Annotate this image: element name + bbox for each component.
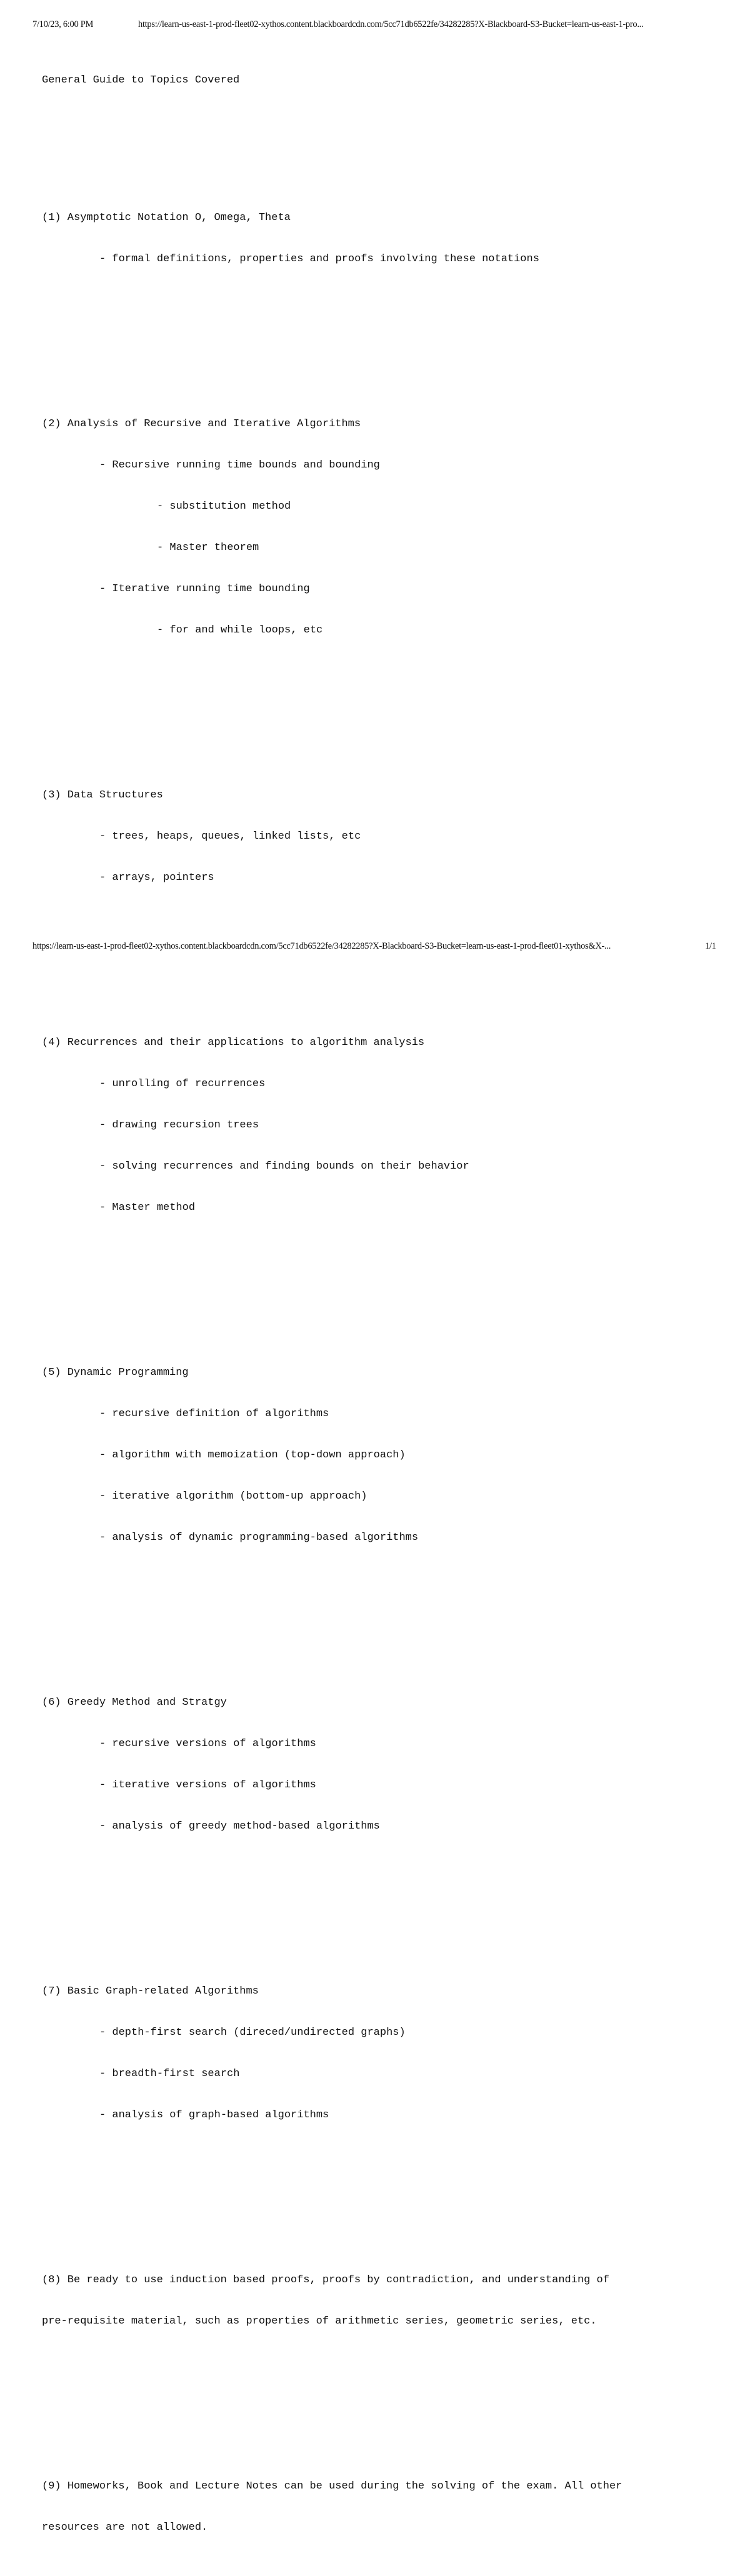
- page-number: 1/1: [705, 941, 716, 951]
- print-header-url: https://learn-us-east-1-prod-fleet02-xythos.content.blackboardcdn.com/5cc71db6522fe/34282285?X-Blackboard-S3-Bucket=learn-us-east-1-pro...: [138, 19, 644, 29]
- section-5: [42, 1339, 729, 1572]
- section-1: [42, 184, 729, 294]
- section-heading: (3) Data Structures: [42, 789, 163, 801]
- list-item: - solving recurrences and finding bounds on their behavior: [99, 1161, 469, 1172]
- section-heading: (5) Dynamic Programming: [42, 1367, 189, 1379]
- list-item: - iterative algorithm (bottom-up approach): [99, 1490, 368, 1502]
- section-3: [42, 761, 729, 912]
- note-line: resources are not allowed.: [42, 2522, 208, 2534]
- document-title: General Guide to Topics Covered: [42, 74, 240, 86]
- section-6: [42, 1669, 729, 1861]
- sub-list-item: - substitution method: [157, 501, 291, 512]
- list-item: - recursive definition of algorithms: [99, 1408, 329, 1420]
- print-footer-url: https://learn-us-east-1-prod-fleet02-xythos.content.blackboardcdn.com/5cc71db6522fe/34282285?X-Blackboard-S3-Bucket=learn-us-east-1-prod-fleet01-xythos&X-...: [32, 941, 611, 951]
- list-item: - unrolling of recurrences: [99, 1078, 266, 1090]
- note-8: [42, 2246, 729, 2356]
- list-item: - analysis of graph-based algorithms: [99, 2109, 329, 2121]
- section-7: [42, 1957, 729, 2150]
- section-heading: (1) Asymptotic Notation O, Omega, Theta: [42, 212, 291, 224]
- list-item: - analysis of dynamic programming-based algorithms: [99, 1532, 419, 1544]
- section-heading: (4) Recurrences and their applications to algorithm analysis: [42, 1037, 425, 1049]
- sub-list-item: - Master theorem: [157, 542, 259, 554]
- list-item: - analysis of greedy method-based algorithms: [99, 1820, 380, 1832]
- list-item: - iterative versions of algorithms: [99, 1779, 316, 1791]
- section-heading: (2) Analysis of Recursive and Iterative Algorithms: [42, 418, 361, 430]
- list-item: - trees, heaps, queues, linked lists, etc: [99, 831, 361, 842]
- section-4: [42, 1009, 729, 1242]
- list-item: - formal definitions, properties and proofs involving these notations: [99, 253, 539, 265]
- section-2: [42, 390, 729, 665]
- note-line: (8) Be ready to use induction based proofs, proofs by contradiction, and understanding of: [42, 2274, 609, 2286]
- note-9: [42, 2452, 729, 2562]
- list-item: - algorithm with memoization (top-down approach): [99, 1449, 406, 1461]
- list-item: - Recursive running time bounds and bounding: [99, 459, 380, 471]
- sub-list-item: - for and while loops, etc: [157, 624, 323, 636]
- document-body: [42, 46, 729, 2576]
- note-line: (9) Homeworks, Book and Lecture Notes can be used during the solving of the exam. All other: [42, 2480, 622, 2492]
- print-datetime: 7/10/23, 6:00 PM: [32, 19, 94, 29]
- list-item: - depth-first search (direced/undirected graphs): [99, 2027, 406, 2039]
- list-item: - drawing recursion trees: [99, 1119, 259, 1131]
- list-item: - Master method: [99, 1202, 196, 1214]
- note-line: pre-requisite material, such as properties of arithmetic series, geometric series, etc.: [42, 2315, 597, 2327]
- list-item: - breadth-first search: [99, 2068, 240, 2080]
- list-item: - Iterative running time bounding: [99, 583, 310, 595]
- list-item: - arrays, pointers: [99, 872, 214, 884]
- section-heading: (7) Basic Graph-related Algorithms: [42, 1985, 259, 1997]
- list-item: - recursive versions of algorithms: [99, 1738, 316, 1750]
- section-heading: (6) Greedy Method and Stratgy: [42, 1697, 227, 1709]
